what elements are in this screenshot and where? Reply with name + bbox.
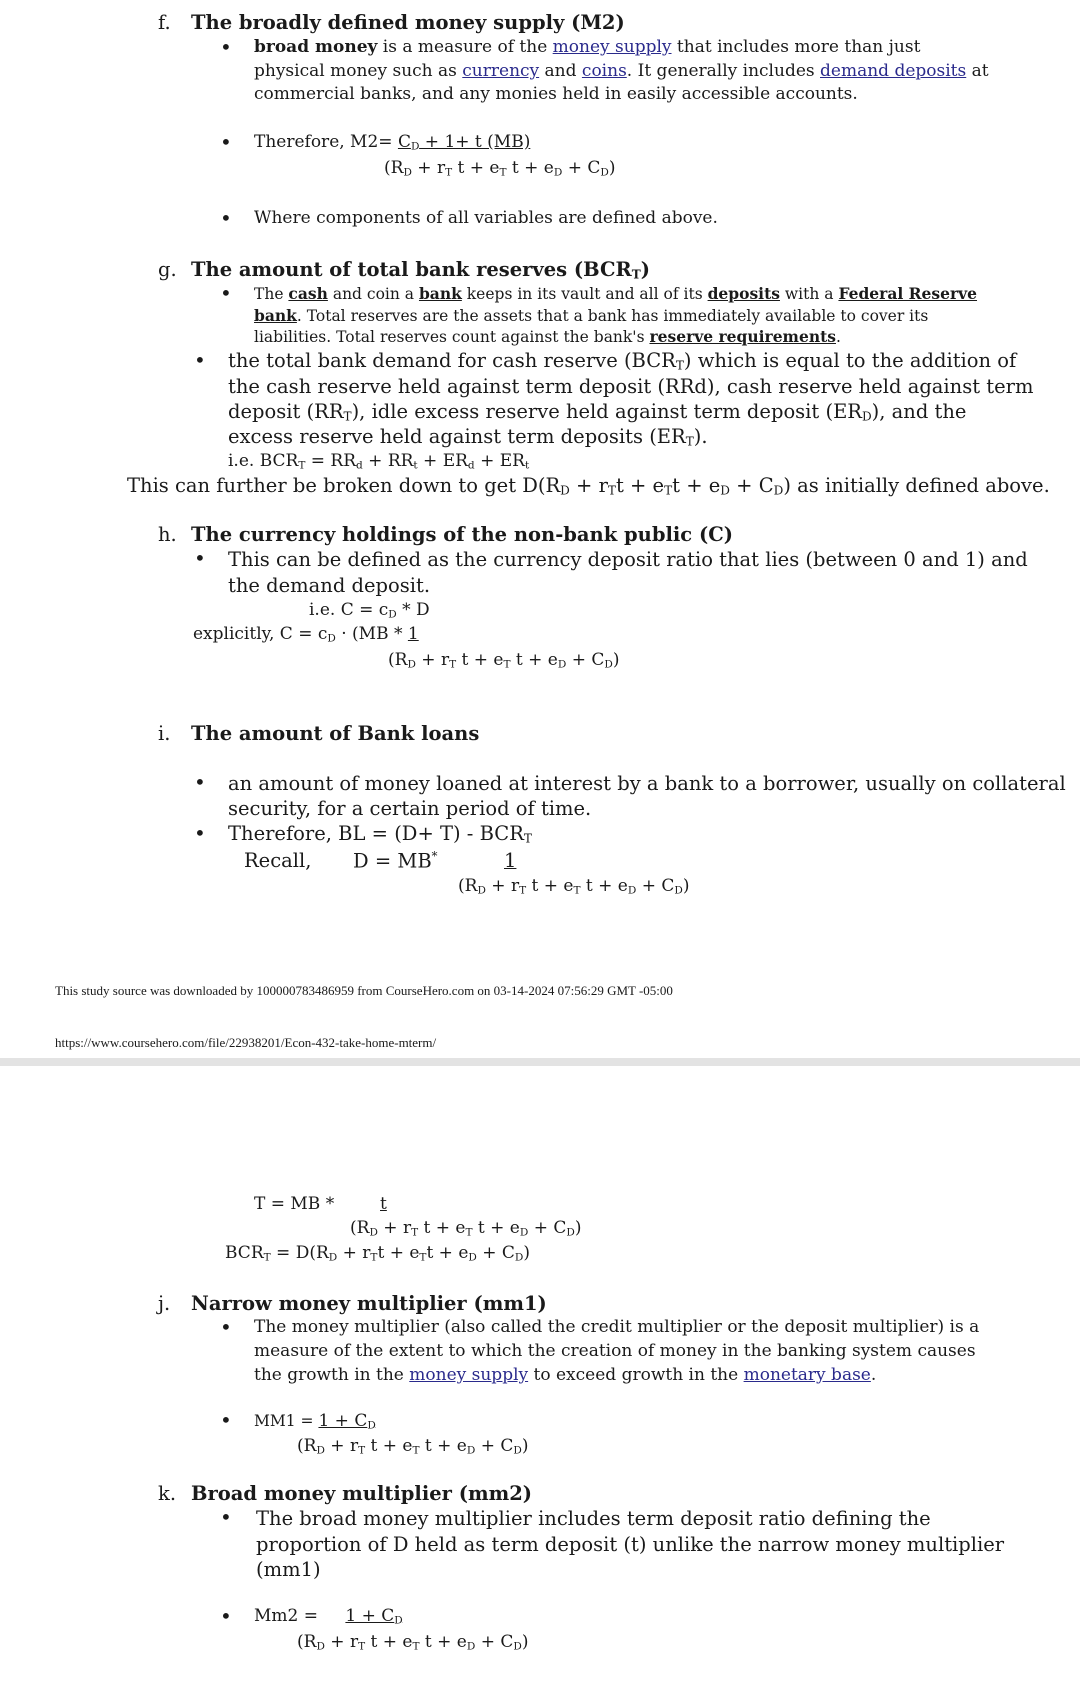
section-j-heading: Narrow money multiplier (mm1)	[191, 1292, 547, 1315]
section-j-bullet-1-line-3: the growth in the money supply to exceed growth in the monetary base.	[254, 1365, 877, 1385]
section-g-bullet-2-line-1: the total bank demand for cash reserve $(BCR_T)$ which is equal to the addition of	[228, 349, 1017, 373]
demand-deposits-link[interactable]: demand deposits	[820, 61, 967, 81]
section-i-bullet-1-line-1: an amount of money loaned at interest by a bank to a borrower, usually on collateral	[228, 772, 1066, 795]
reserve-requirements-link[interactable]: reserve requirements	[649, 327, 836, 346]
section-k-heading: Broad money multiplier (mm2)	[191, 1482, 533, 1505]
section-g-bullet-2-line-2: the cash reserve held against term deposit (RRd), cash reserve held against term	[228, 375, 1034, 398]
bullet-dot: •	[220, 1408, 232, 1432]
section-g-letter: g.	[158, 258, 177, 281]
currency-formula-denominator: ($R_D + r_T$ $t + e_T$ $t + e_D + C_D$)	[388, 650, 620, 671]
source-url[interactable]: https://www.coursehero.com/file/22938201/Econ-432-take-home-mterm/	[55, 1035, 437, 1050]
bank-link[interactable]: bank	[418, 284, 462, 303]
bank-loans-formula: Therefore, BL = $(D+ T) - BCR_T$	[228, 822, 532, 846]
bcr-formula: $BCR_T = D(R_D + r_Tt + e_Tt + e_D + C_D)$	[225, 1243, 530, 1264]
page-divider	[0, 1058, 1080, 1066]
section-j-bullet-1-line-1: The money multiplier (also called the credit multiplier or the deposit multiplier) is a	[254, 1317, 980, 1337]
monetary-base-link[interactable]: monetary base	[743, 1365, 871, 1385]
mm2-formula-denominator: ($R_D + r_T$ $t + e_T$ $t + e_D + C_D$)	[297, 1632, 529, 1653]
section-g-bullet-2-line-4: excess reserve held against term deposits $(ER_T)$.	[228, 425, 708, 449]
deposit-formula-numerator: 1	[504, 849, 517, 872]
section-i-heading: The amount of Bank loans	[191, 722, 480, 745]
m2-formula-label: Therefore, $M2= C_D + 1+ t$ (MB)	[254, 132, 531, 153]
section-g-bullet-1-line-2: bank. Total reserves are the assets that a bank has immediately available to cover its	[254, 306, 929, 325]
section-i-bullet-1-line-2: security, for a certain period of time.	[228, 797, 592, 820]
term-deposit-formula: T = MB *	[254, 1194, 335, 1214]
section-f-bullet-1-line-3: commercial banks, and any monies held in easily accessible accounts.	[254, 84, 858, 104]
section-k-letter: k.	[158, 1482, 177, 1505]
section-k-bullet-1-line-2: proportion of D held as term deposit (t) unlike the narrow money multiplier	[256, 1533, 1005, 1556]
m2-formula-denominator: ($R_D + r_T$ $t + e_T$ $t + e_D + C_D$)	[384, 158, 616, 179]
section-f-letter: f.	[158, 11, 171, 34]
mm2-formula: $Mm2 = 1 + C_D$	[254, 1606, 403, 1627]
term-deposit-numerator: t	[380, 1194, 387, 1214]
cash-link[interactable]: cash	[288, 284, 328, 303]
bcr-identity: i.e. $BCR_T = RR_d + RR_t + ER_d + ER_t$	[228, 451, 530, 472]
download-notice: This study source was downloaded by 100000783486959 from CourseHero.com on 03-14-2024 07:56:29 GMT -05:00	[55, 983, 673, 998]
section-g-bullet-2-line-3: deposit $(RR_T)$, idle excess reserve held against term deposit $(ER_D)$, and the	[228, 400, 967, 424]
bullet-dot: •	[220, 281, 232, 305]
breakdown-line: This can further be broken down to get $D(R_D + r_Tt + e_Tt + e_D + C_D)$ as initially defined above.	[127, 474, 1050, 498]
federal-reserve-bank-link[interactable]: bank	[254, 306, 297, 325]
recall-label: Recall,	[244, 849, 312, 872]
section-h-letter: h.	[158, 523, 177, 546]
section-j-letter: j.	[158, 1292, 171, 1315]
section-h-heading: The currency holdings of the non-bank public (C)	[191, 523, 733, 546]
section-f-bullet-3: Where components of all variables are defined above.	[254, 208, 718, 228]
deposit-formula-denominator: ($R_D + r_T$ $t + e_T$ $t + e_D + C_D$)	[458, 876, 690, 897]
money-supply-link[interactable]: money supply	[409, 1365, 529, 1385]
section-g-bullet-1-line-1: The cash and coin a bank keeps in its vault and all of its deposits with a Federal Reserve	[254, 284, 978, 303]
section-h-bullet-1-line-2: the demand deposit.	[228, 574, 431, 597]
mm1-formula-denominator: ($R_D + r_T$ $t + e_T$ $t + e_D + C_D$)	[297, 1436, 529, 1457]
bullet-dot: •	[194, 770, 206, 794]
bullet-dot: •	[194, 821, 206, 845]
bullet-dot: •	[194, 348, 206, 372]
deposits-link[interactable]: deposits	[707, 284, 780, 303]
term-deposit-denominator: ($R_D + r_T$ $t + e_T$ $t + e_D + C_D$)	[350, 1218, 582, 1239]
mm1-formula: $MM1 = 1 + C_D$	[254, 1411, 376, 1432]
bullet-dot: •	[220, 35, 232, 59]
document-page-2	[0, 1066, 1080, 1686]
bullet-dot: •	[220, 206, 232, 230]
bullet-dot: •	[220, 1604, 232, 1628]
bullet-dot: •	[220, 130, 232, 154]
section-f-bullet-1-line-2: physical money such as currency and coins. It generally includes demand deposits at	[254, 61, 989, 81]
currency-explicit-formula: explicitly, $C = c_D \cdot (MB * 1$	[193, 624, 419, 645]
federal-reserve-link[interactable]: Federal Reserve	[838, 284, 978, 303]
section-j-bullet-1-line-2: measure of the extent to which the creation of money in the banking system causes	[254, 1341, 976, 1361]
coins-link[interactable]: coins	[581, 61, 627, 81]
bullet-dot: •	[194, 546, 206, 570]
bullet-dot: •	[220, 1505, 232, 1529]
section-k-bullet-1-line-3: (mm1)	[256, 1558, 321, 1581]
bullet-dot: •	[220, 1315, 232, 1339]
deposit-formula: D = MB*	[353, 849, 438, 873]
section-k-bullet-1-line-1: The broad money multiplier includes term deposit ratio defining the	[256, 1507, 931, 1530]
currency-link[interactable]: currency	[462, 61, 540, 81]
section-f-heading: The broadly defined money supply (M2)	[191, 11, 625, 34]
currency-identity: i.e. $C = c_D * D$	[309, 600, 430, 621]
section-i-letter: i.	[158, 722, 171, 745]
section-g-heading: The amount of total bank reserves $(BCR_T)$	[191, 258, 650, 282]
section-g-bullet-1-line-3: liabilities. Total reserves count against the bank's reserve requirements.	[254, 327, 841, 346]
money-supply-link[interactable]: money supply	[552, 37, 672, 57]
section-f-bullet-1-line-1: broad money is a measure of the money supply that includes more than just	[254, 37, 921, 57]
section-h-bullet-1-line-1: This can be defined as the currency deposit ratio that lies (between 0 and 1) and	[228, 548, 1028, 571]
